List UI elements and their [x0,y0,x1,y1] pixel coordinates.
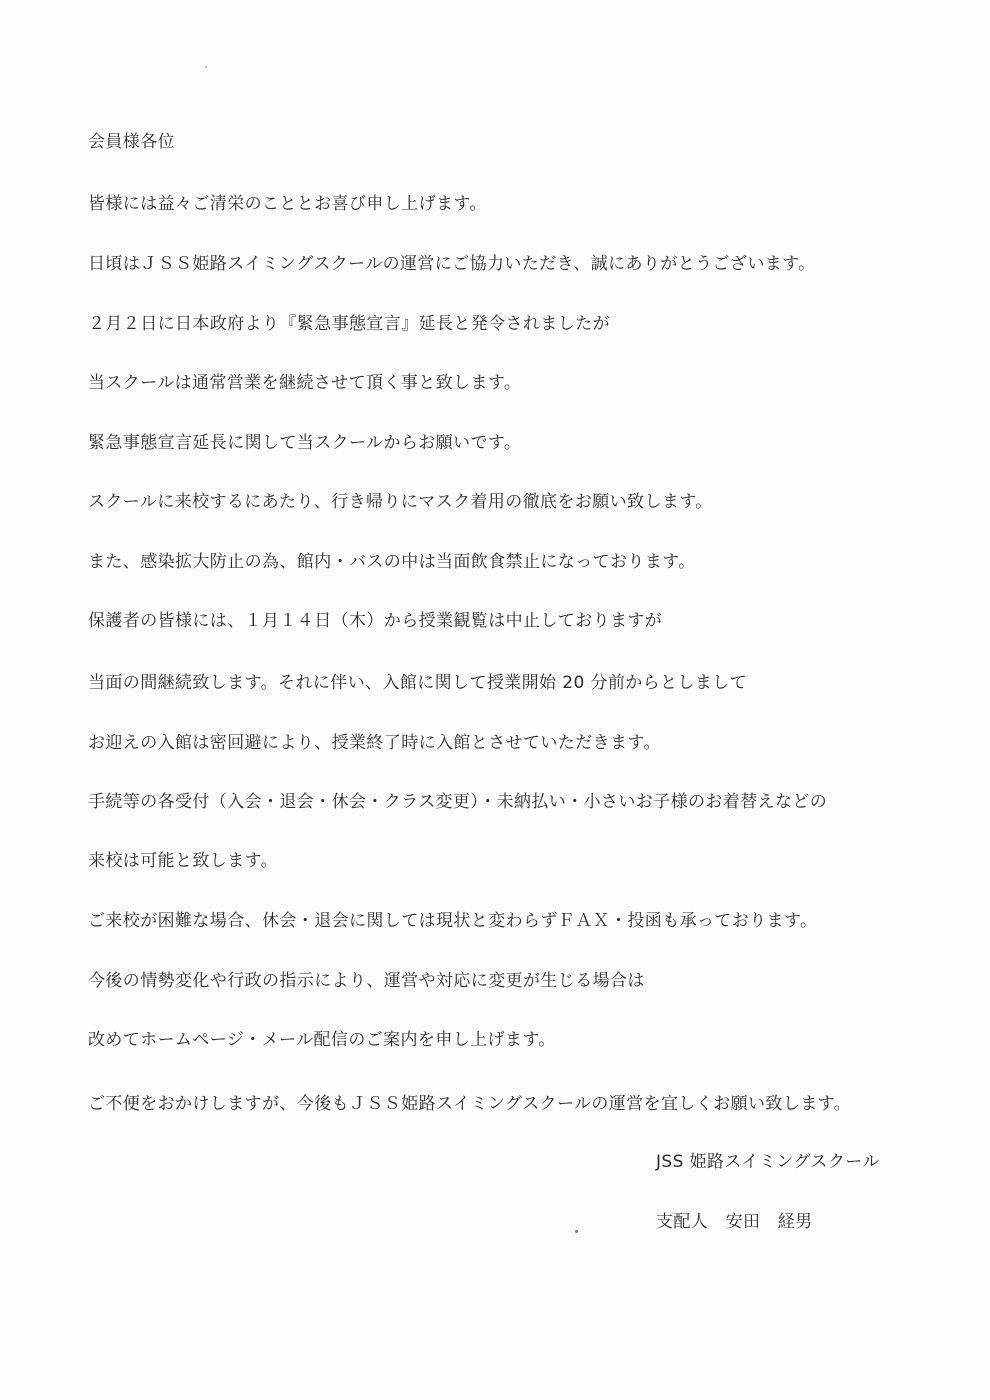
scan-speck [575,1230,578,1233]
body-line: 今後の情勢変化や行政の指示により、運営や対応に変更が生じる場合は [88,971,645,991]
body-line: 当スクールは通常営業を継続させて頂く事と致します。 [88,373,522,393]
body-line: 当面の間継続致します。それに伴い、入館に関して授業開始 20 分前からとしまして [88,673,748,693]
scan-speck [205,66,207,68]
salutation: 会員様各位 [88,132,175,152]
body-line: 来校は可能と致します。 [88,851,279,871]
body-line: 皆様には益々ご清栄のこととお喜び申し上げます。 [88,194,487,214]
body-line: 保護者の皆様には、１月１４日（木）から授業観覧は中止しておりますが [88,611,663,631]
signature-manager: 支配人 安田 経男 [656,1212,813,1232]
body-line: お迎えの入館は密回避により、授業終了時に入館とさせていただきます。 [88,733,661,753]
body-line: ２月２日に日本政府より『緊急事態宣言』延長と発令されましたが [88,314,610,334]
body-line: 緊急事態宣言延長に関して当スクールからお願いです。 [88,433,522,453]
signature-organization: JSS 姫路スイミングスクール [656,1152,880,1172]
body-line: ご不便をおかけしますが、今後もＪＳＳ姫路スイミングスクールの運営を宜しくお願い致します。 [88,1094,852,1114]
body-line: 手続等の各受付（入会・退会・休会・クラス変更）・未納払い・小さいお子様のお着替えなどの [88,792,828,812]
body-line: 改めてホームページ・メール配信のご案内を申し上げます。 [88,1030,556,1050]
body-line: 日頃はＪＳＳ姫路スイミングスクールの運営にご協力いただき、誠にありがとうございます。 [88,254,816,274]
body-line: また、感染拡大防止の為、館内・バスの中は当面飲食禁止になっております。 [88,552,696,572]
body-line: ご来校が困難な場合、休会・退会に関しては現状と変わらずＦＡＸ・投函も承っております。 [88,911,818,931]
body-line: スクールに来校するにあたり、行き帰りにマスク着用の徹底をお願い致します。 [88,492,713,512]
